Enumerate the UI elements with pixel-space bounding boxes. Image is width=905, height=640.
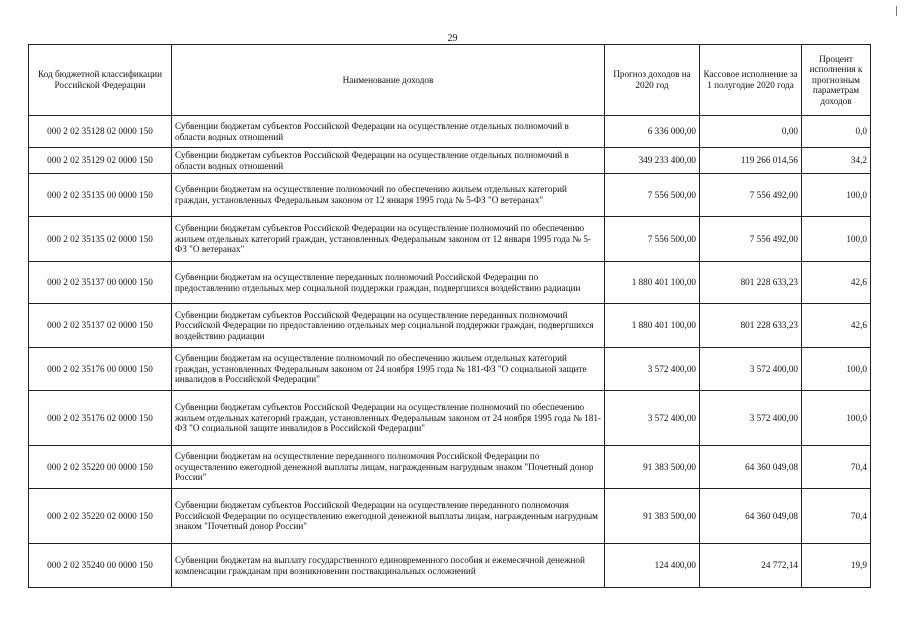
row-code: 000 2 02 35129 02 0000 150	[29, 148, 172, 174]
row-name: Субвенции бюджетам на осуществление полномочий по обеспечению жильем отдельных категорий граждан, установленных Федеральным законом от 12 января 1995 года № 5-ФЗ "О ветеранах"	[172, 174, 605, 217]
row-percent: 34,2	[802, 148, 871, 174]
row-forecast: 6 336 000,00	[605, 116, 700, 148]
row-percent: 100,0	[802, 348, 871, 391]
table-row	[29, 174, 871, 217]
row-name: Субвенции бюджетам на выплату государственного единовременного пособия и ежемесячной денежной компенсации гражданам при возникновении поствакцинальных осложнений	[172, 544, 605, 588]
row-execution: 3 572 400,00	[700, 348, 802, 391]
row-percent: 42,6	[802, 304, 871, 348]
row-execution: 7 556 492,00	[700, 174, 802, 217]
row-forecast: 1 880 401 100,00	[605, 304, 700, 348]
row-execution: 64 360 049,08	[700, 446, 802, 489]
row-execution: 119 266 014,56	[700, 148, 802, 174]
row-forecast: 91 383 500,00	[605, 489, 700, 544]
row-code: 000 2 02 35220 02 0000 150	[29, 489, 172, 544]
header-name: Наименование доходов	[172, 45, 605, 116]
table-row	[29, 348, 871, 391]
header-code: Код бюджетной классификации Российской Федерации	[29, 45, 172, 116]
row-execution: 801 228 633,23	[700, 304, 802, 348]
row-name: Субвенции бюджетам на осуществление переданного полномочия Российской Федерации по осуществлению ежегодной денежной выплаты лицам, награжденным нагрудным знаком "Почетный донор России"	[172, 446, 605, 489]
row-code: 000 2 02 35137 00 0000 150	[29, 262, 172, 304]
row-execution: 0,00	[700, 116, 802, 148]
row-name: Субвенции бюджетам на осуществление полномочий по обеспечению жильем отдельных категорий граждан, установленных Федеральным законом от 24 ноября 1995 года № 181-ФЗ "О социальной защите инвалидов в Российской Федерации"	[172, 348, 605, 391]
header-percent: Процент исполнения к прогнозным параметрам доходов	[802, 45, 871, 116]
row-name: Субвенции бюджетам субъектов Российской Федерации на осуществление отдельных полномочий в области водных отношений	[172, 148, 605, 174]
row-percent: 70,4	[802, 446, 871, 489]
row-name: Субвенции бюджетам субъектов Российской Федерации на осуществление переданного полномочия Российской Федерации по осуществлению ежегодной денежной выплаты лицам, награжденным нагрудным знаком "Почетный донор России"	[172, 489, 605, 544]
page-number: 29	[447, 33, 458, 44]
table-row	[29, 489, 871, 544]
row-percent: 70,4	[802, 489, 871, 544]
table-header-row	[29, 45, 871, 116]
table-row	[29, 116, 871, 148]
row-forecast: 91 383 500,00	[605, 446, 700, 489]
table-row	[29, 544, 871, 588]
row-forecast: 349 233 400,00	[605, 148, 700, 174]
table-row	[29, 446, 871, 489]
row-code: 000 2 02 35220 00 0000 150	[29, 446, 172, 489]
row-percent: 100,0	[802, 217, 871, 262]
row-forecast: 1 880 401 100,00	[605, 262, 700, 304]
row-code: 000 2 02 35176 02 0000 150	[29, 391, 172, 446]
row-execution: 24 772,14	[700, 544, 802, 588]
table-row	[29, 304, 871, 348]
row-execution: 3 572 400,00	[700, 391, 802, 446]
row-name: Субвенции бюджетам субъектов Российской Федерации на осуществление полномочий по обеспечению жильем отдельных категорий граждан, установленных Федеральным законом от 12 января 1995 года № 5-ФЗ "О ветеранах"	[172, 217, 605, 262]
row-execution: 801 228 633,23	[700, 262, 802, 304]
row-percent: 0,0	[802, 116, 871, 148]
row-percent: 19,9	[802, 544, 871, 588]
table-row	[29, 148, 871, 174]
row-forecast: 3 572 400,00	[605, 391, 700, 446]
row-execution: 64 360 049,08	[700, 489, 802, 544]
header-forecast: Прогноз доходов на 2020 год	[605, 45, 700, 116]
row-code: 000 2 02 35135 00 0000 150	[29, 174, 172, 217]
row-percent: 100,0	[802, 391, 871, 446]
revenue-table	[28, 44, 871, 588]
table-row	[29, 391, 871, 446]
header-execution: Кассовое исполнение за 1 полугодие 2020 года	[700, 45, 802, 116]
row-forecast: 3 572 400,00	[605, 348, 700, 391]
row-name: Субвенции бюджетам субъектов Российской Федерации на осуществление полномочий по обеспечению жильем отдельных категорий граждан, установленных Федеральным законом от 24 ноября 1995 года № 181-ФЗ "О социальной защите инвалидов в Российской Федерации"	[172, 391, 605, 446]
row-name: Субвенции бюджетам на осуществление переданных полномочий Российской Федерации по предоставлению отдельных мер социальной поддержки граждан, подвергшихся воздействию радиации	[172, 262, 605, 304]
row-code: 000 2 02 35176 00 0000 150	[29, 348, 172, 391]
row-code: 000 2 02 35240 00 0000 150	[29, 544, 172, 588]
row-name: Субвенции бюджетам субъектов Российской Федерации на осуществление отдельных полномочий в области водных отношений	[172, 116, 605, 148]
row-code: 000 2 02 35135 02 0000 150	[29, 217, 172, 262]
row-forecast: 7 556 500,00	[605, 217, 700, 262]
row-name: Субвенции бюджетам субъектов Российской Федерации на осуществление переданных полномочий Российской Федерации по предоставлению отдельных мер социальной поддержки граждан, подвергшихся воздействию радиации	[172, 304, 605, 348]
row-code: 000 2 02 35137 02 0000 150	[29, 304, 172, 348]
table-row	[29, 262, 871, 304]
row-code: 000 2 02 35128 02 0000 150	[29, 116, 172, 148]
row-forecast: 124 400,00	[605, 544, 700, 588]
scan-edge-mark	[896, 6, 897, 16]
row-forecast: 7 556 500,00	[605, 174, 700, 217]
table-row	[29, 217, 871, 262]
row-execution: 7 556 492,00	[700, 217, 802, 262]
row-percent: 42,6	[802, 262, 871, 304]
row-percent: 100,0	[802, 174, 871, 217]
